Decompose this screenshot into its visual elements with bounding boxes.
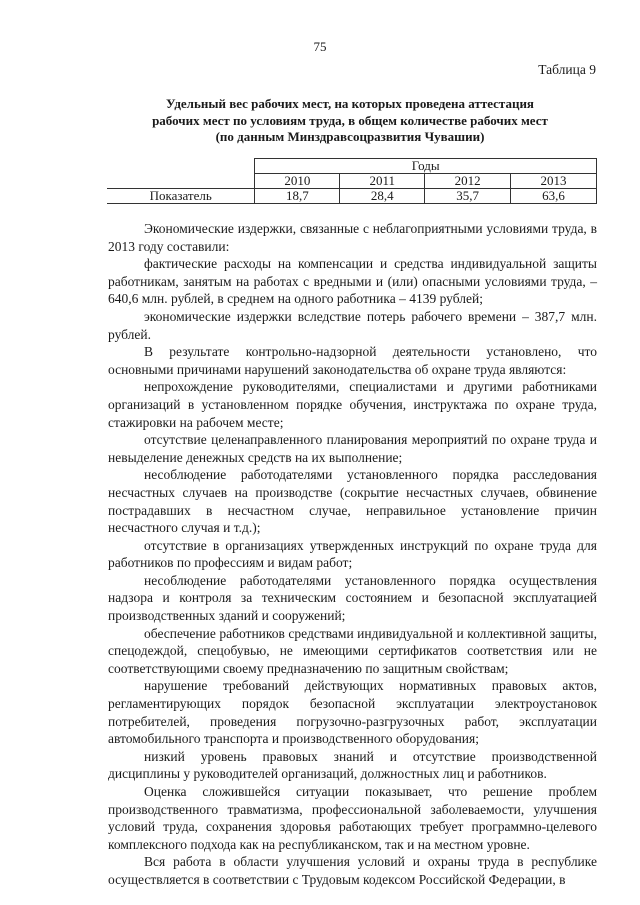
paragraph: отсутствие целенаправленного планирования мероприятий по охране труда и невыделение денежных средств на их выполнение;: [108, 432, 597, 465]
table-cell-value: 35,7: [425, 189, 511, 204]
table-title-line-2: рабочих мест по условиям труда, в общем количестве рабочих мест: [152, 112, 548, 128]
table-corner-cell: [107, 159, 255, 174]
paragraph: несоблюдение работодателями установленного порядка расследования несчастных случаев на производстве (сокрытие несчастных случаев, обвинение пострадавших в несчастном случае, неправильное установление причин несчастного случая и т.д.);: [108, 467, 597, 536]
paragraph: Оценка сложившейся ситуации показывает, что решение проблем производственного травматизма, профессиональной заболеваемости, улучшения условий труда, сохранения здоровья работающих требует программно-целевого комплексного подхода как на республиканском, так и на местном уровне.: [108, 784, 597, 852]
table-year-header: 2013: [511, 174, 597, 189]
table-year-header: 2011: [340, 174, 425, 189]
table-header-row-years: [107, 174, 597, 189]
table-row: [107, 189, 597, 204]
body-text: [108, 220, 597, 889]
paragraph: экономические издержки вследствие потерь рабочего времени – 387,7 млн. рублей.: [108, 308, 597, 342]
paragraph: непрохождение руководителями, специалистами и другими работниками организаций в установленном порядке обучения, инструктажа по охране труда, стажировки на рабочем месте;: [108, 379, 597, 430]
paragraph: Вся работа в области улучшения условий и охраны труда в республике осуществляется в соответствии с Трудовым кодексом Российской Федерации, в: [108, 854, 597, 887]
paragraph: отсутствие в организациях утвержденных инструкций по охране труда для работников по профессиям и видам работ;: [108, 537, 597, 571]
table-cell-value: 28,4: [340, 189, 425, 204]
paragraph: В результате контрольно-надзорной деятельности установлено, что основными причинами нарушений законодательства об охране труда являются:: [108, 344, 597, 377]
paragraph: Экономические издержки, связанные с неблагоприятными условиями труда, в 2013 году составили:: [108, 221, 597, 254]
table-row-label: Показатель: [107, 189, 255, 204]
data-table: [107, 158, 597, 204]
table-cell-value: 63,6: [511, 189, 597, 204]
table-cell-value: 18,7: [255, 189, 340, 204]
paragraph: несоблюдение работодателями установленного порядка осуществления надзора и контроля за техническим состоянием и безопасной эксплуатацией производственных зданий и сооружений;: [108, 572, 597, 624]
table-label: Таблица 9: [538, 62, 596, 77]
table-header-row-group: [107, 159, 597, 174]
table-year-header: 2012: [425, 174, 511, 189]
table-year-header: 2010: [255, 174, 340, 189]
paragraph: обеспечение работников средствами индивидуальной и коллективной защиты, спецодеждой, спецобувью, не имеющими сертификатов соответствия или не соответствующими своему предназначению по защитным свойствам;: [108, 625, 597, 676]
table-title-line-1: Удельный вес рабочих мест, на которых проведена аттестация: [166, 96, 534, 111]
table-title: [110, 96, 590, 146]
table-corner-cell: [107, 174, 255, 189]
paragraph: фактические расходы на компенсации и средства индивидуальной защиты работникам, занятым на работах с вредными и (или) опасными условиями труда, – 640,6 млн. рублей, в среднем на одного работника – 4139 рублей;: [108, 256, 597, 307]
paragraph: нарушение требований действующих нормативных правовых актов, регламентирующих порядок безопасной эксплуатации электроустановок потребителей, проведения погрузочно-разгрузочных работ, эксплуатации автомобильного транспорта и производственного оборудования;: [108, 678, 597, 747]
table-group-header: Годы: [255, 159, 597, 174]
paragraph: низкий уровень правовых знаний и отсутствие производственной дисциплины у руководителей организаций, должностных лиц и работников.: [108, 748, 597, 782]
page-number: 75: [313, 39, 327, 54]
table-title-line-3: (по данным Минздравсоцразвития Чувашии): [215, 129, 485, 144]
